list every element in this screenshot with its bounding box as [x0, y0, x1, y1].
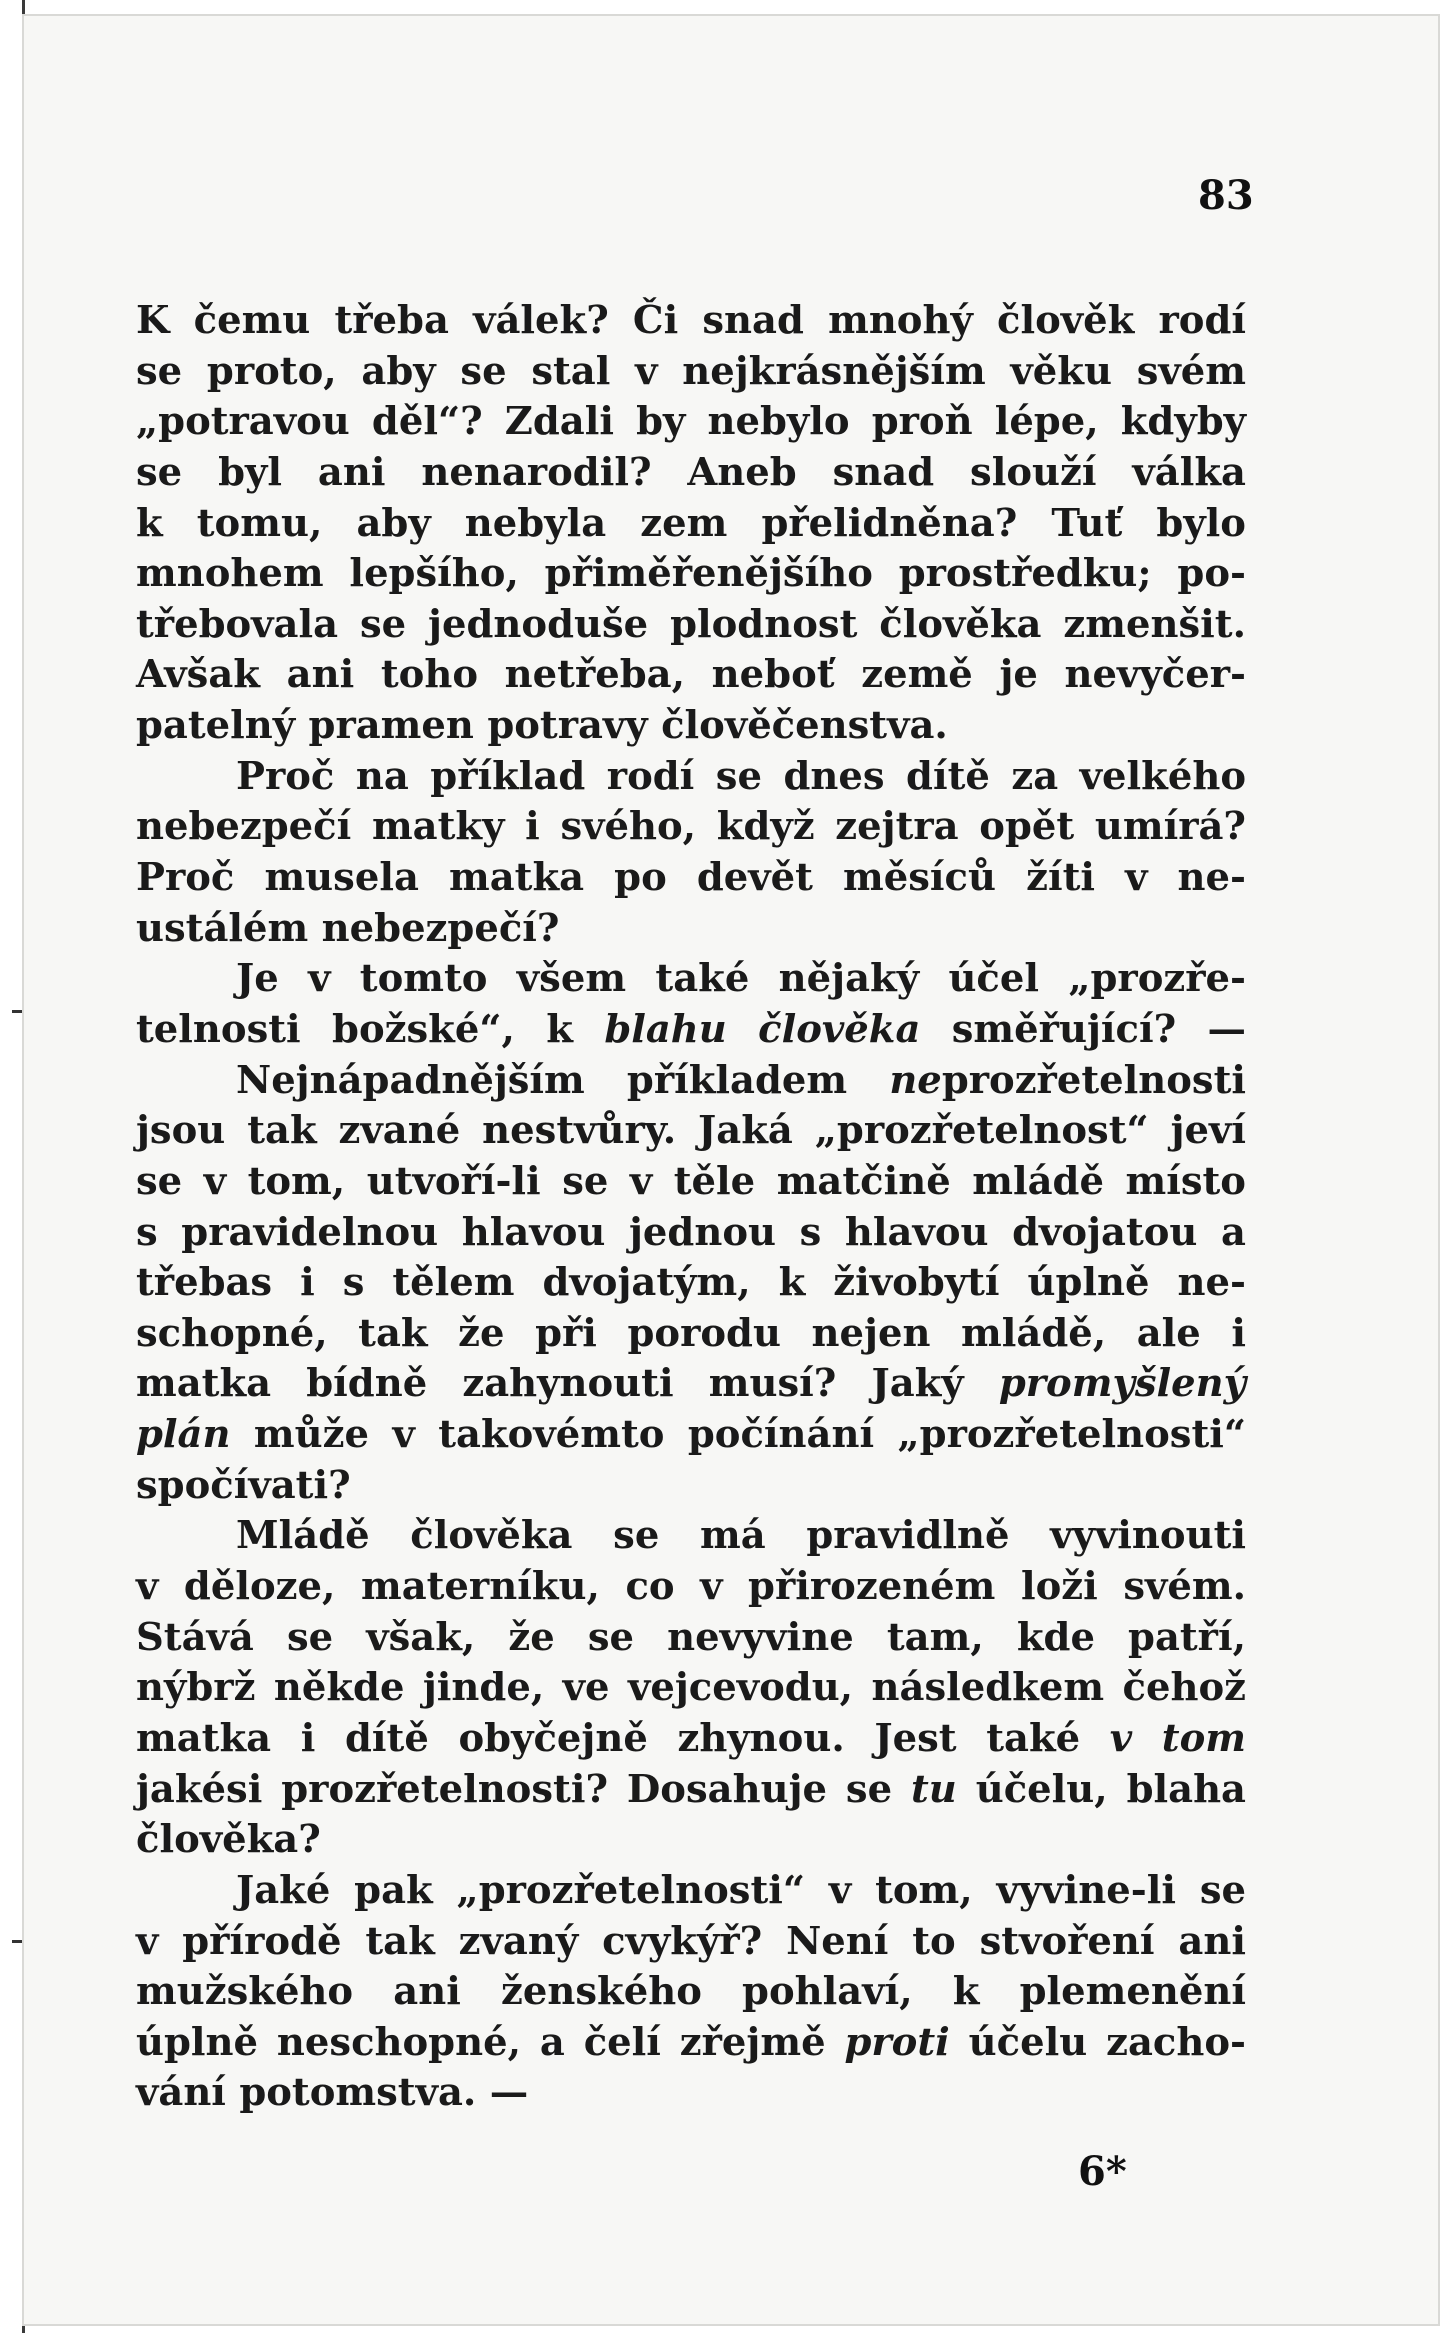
- text-line: jsou tak zvané nestvůry. Jaká „prozřetelnost“ jeví: [136, 1108, 1246, 1154]
- text-line: Proč na příklad rodí se dnes dítě za velkého: [236, 753, 1246, 799]
- body-text: [136, 296, 1246, 2119]
- emphasis: blahu člověka: [604, 1006, 921, 1052]
- text-line: úplně neschopné, a čelí zřejmě proti účelu zacho-: [136, 2019, 1246, 2065]
- emphasis: ne: [889, 1057, 942, 1103]
- text-line: Stává se však, že se nevyvine tam, kde patří,: [136, 1614, 1246, 1660]
- page-number: 83: [1198, 172, 1254, 219]
- text-line: jakési prozřetelnosti? Dosahuje se tu účelu, blaha: [136, 1766, 1247, 1812]
- text-line: matka i dítě obyčejně zhynou. Jest také v tom: [136, 1715, 1247, 1761]
- text-line: Jaké pak „prozřetelnosti“ v tom, vyvine-li se: [236, 1867, 1246, 1913]
- signature-mark: 6*: [1078, 2148, 1127, 2195]
- text-line: k tomu, aby nebyla zem přelidněna? Tuť bylo: [136, 500, 1246, 546]
- text-line: plán může v takovémto počínání „prozřetelnosti“: [136, 1412, 1246, 1458]
- text-line: Mládě člověka se má pravidlně vyvinouti: [236, 1513, 1246, 1559]
- text-line: se proto, aby se stal v nejkrásnějším věku svém: [136, 348, 1246, 394]
- text-line: se v tom, utvoří-li se v těle matčině mládě místo: [136, 1158, 1246, 1204]
- text-line: Avšak ani toho netřeba, neboť země je nevyčer-: [136, 652, 1246, 698]
- text-line: spočívati?: [136, 1462, 351, 1508]
- emphasis: promyšlený: [998, 1361, 1246, 1407]
- emphasis: proti: [844, 2019, 950, 2065]
- text-line: schopné, tak že při porodu nejen mládě, ale i: [136, 1310, 1246, 1356]
- text-line: vání potomstva. —: [136, 2070, 529, 2116]
- text-line: člověka?: [136, 1817, 321, 1863]
- text-line: s pravidelnou hlavou jednou s hlavou dvojatou a: [136, 1209, 1246, 1255]
- text-line: ustálém nebezpečí?: [136, 905, 560, 951]
- text-line: mnohem lepšího, přiměřenějšího prostředku; po-: [136, 551, 1246, 597]
- text-line: matka bídně zahynouti musí? Jaký promyšlený: [136, 1361, 1246, 1407]
- text-line: Proč musela matka po devět měsíců žíti v ne-: [136, 855, 1246, 901]
- text-line: mužského ani ženského pohlaví, k plemenění: [136, 1969, 1246, 2015]
- text-line: „potravou děl“? Zdali by nebylo proň lépe, kdyby: [136, 399, 1246, 445]
- text-line: nýbrž někde jinde, ve vejcevodu, následkem čehož: [136, 1665, 1246, 1711]
- emphasis: v tom: [1109, 1715, 1247, 1761]
- text-line: v přírodě tak zvaný cvykýř? Není to stvoření ani: [136, 1918, 1246, 1964]
- text-line: Nejnápadnějším příkladem neprozřetelnosti: [236, 1057, 1246, 1103]
- text-line: telnosti božské“, k blahu člověka směřující? —: [136, 1006, 1246, 1052]
- text-line: se byl ani nenarodil? Aneb snad slouží válka: [136, 449, 1246, 495]
- text-line: třebovala se jednoduše plodnost člověka zmenšit.: [136, 601, 1246, 647]
- text-line: třebas i s tělem dvojatým, k živobytí úplně ne-: [136, 1260, 1246, 1306]
- text-line: nebezpečí matky i svého, když zejtra opět umírá?: [136, 804, 1246, 850]
- text-line: v děloze, materníku, co v přirozeném loži svém.: [136, 1564, 1246, 1610]
- text-line: K čemu třeba válek? Či snad mnohý člověk rodí: [136, 298, 1246, 343]
- emphasis: plán: [136, 1412, 231, 1458]
- text-line: Je v tomto všem také nějaký účel „prozře-: [236, 956, 1246, 1002]
- text-line: patelný pramen potravy člověčenstva.: [136, 703, 948, 749]
- emphasis: tu: [911, 1766, 957, 1812]
